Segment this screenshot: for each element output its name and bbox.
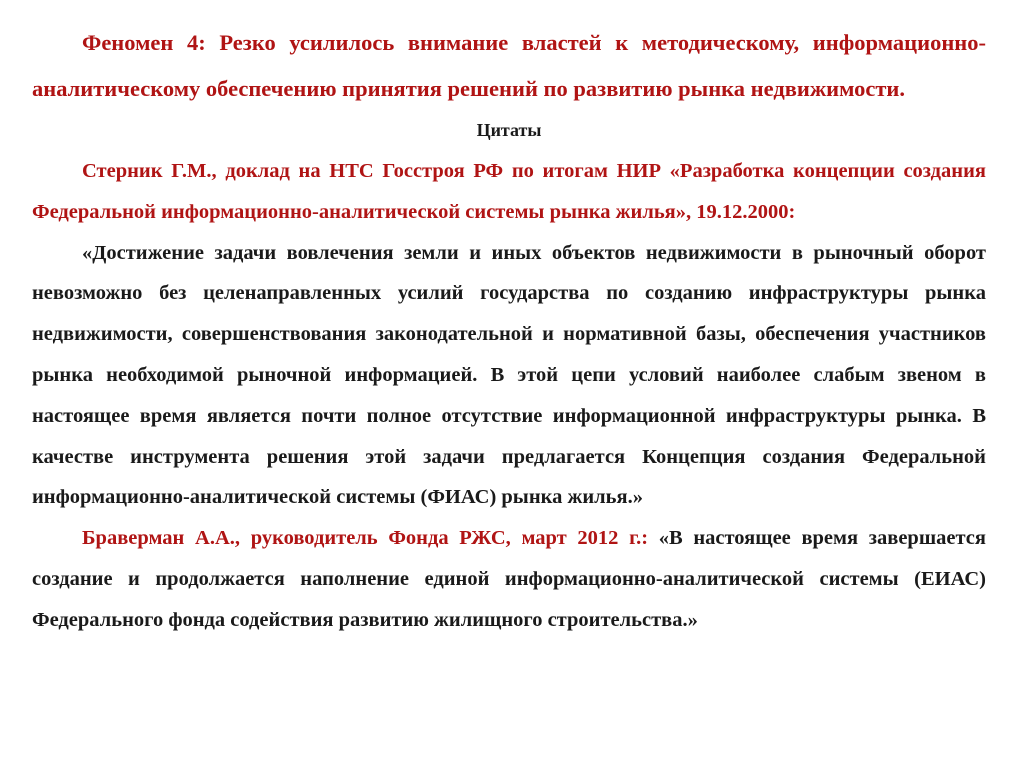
quote2-source: Браверман А.А., руководитель Фонда РЖС, март 2012 г.: — [82, 527, 649, 550]
quote2-text: «В настоящее время завершается создание и продолжается наполнение единой информационно-аналитической системы (ЕИАС) Федерального фонда содействия развитию жилищного строительства.» — [32, 527, 986, 631]
quotes-label: Цитаты — [476, 120, 542, 140]
slide-content — [32, 20, 986, 641]
quote1-source: Стерник Г.М., доклад на НТС Госстроя РФ по итогам НИР «Разработка концепции создания Федеральной информационно-аналитической системы рынка жилья», 19.12.2000: — [32, 160, 986, 223]
quote2-paragraph — [32, 518, 986, 640]
phenomenon-heading: Феномен 4: Резко усилилось внимание властей к методическому, информационно-аналитическому обеспечению принятия решений по развитию рынка недвижимости. — [32, 30, 986, 101]
quote1-text: «Достижение задачи вовлечения земли и иных объектов недвижимости в рыночный оборот невозможно без целенаправленных усилий государства по созданию инфраструктуры рынка недвижимости, совершенствования законодательной и нормативной базы, обеспечения участников рынка необходимой рыночной информацией. В этой цепи условий наиболее слабым звеном в настоящее время является почти полное отсутствие информационной инфраструктуры рынка. В качестве инструмента решения этой задачи предлагается Концепция создания Федеральной информационно-аналитической системы (ФИАС) рынка жилья.» — [32, 241, 986, 509]
